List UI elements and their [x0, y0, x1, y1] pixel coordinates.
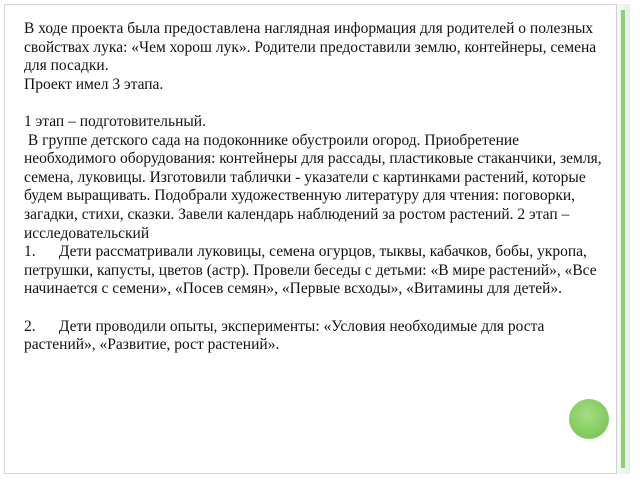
paragraph-stages-count: Проект имел 3 этапа.	[24, 75, 164, 93]
green-accent-bar	[621, 10, 625, 468]
paragraph-stage-1-heading: 1 этап – подготовительный.	[24, 112, 206, 130]
frame-divider-line	[616, 4, 617, 474]
slide-text-box	[24, 20, 610, 355]
paragraph-stage-1-body: В группе детского сада на подоконнике обустроили огород. Приобретение необходимого оборудования: контейнеры для рассады, пластиковые стаканчики, земля, семена, луковицы. Изготовили таблички - указатели с картинками растений, которые будем выращивать. Подобрали художественную литературу для чтения: поговорки, загадки, стихи, сказки. Завели календарь наблюдений за ростом растений. 2 этап – исследовательский	[24, 131, 606, 242]
spacer	[24, 299, 610, 318]
paragraph-item-2: 2. Дети проводили опыты, эксперименты: «Условия необходимые для роста растений», «Развитие, рост растений».	[24, 317, 549, 354]
paragraph-item-1: 1. Дети рассматривали луковицы, семена огурцов, тыквы, кабачков, бобы, укропа, петрушки, капусты, цветов (астр). Провели беседы с детьми: «В мире растений», «Все начинается с семени», «Посев семян», «Первые всходы», «Витамины для детей».	[24, 243, 601, 298]
spacer	[24, 94, 610, 113]
green-circle-decor	[569, 399, 609, 439]
paragraph-intro: В ходе проекта была предоставлена наглядная информация для родителей о полезных свойствах лука: «Чем хорош лук». Родители предоставили землю, контейнеры, семена для посадки.	[24, 20, 597, 75]
